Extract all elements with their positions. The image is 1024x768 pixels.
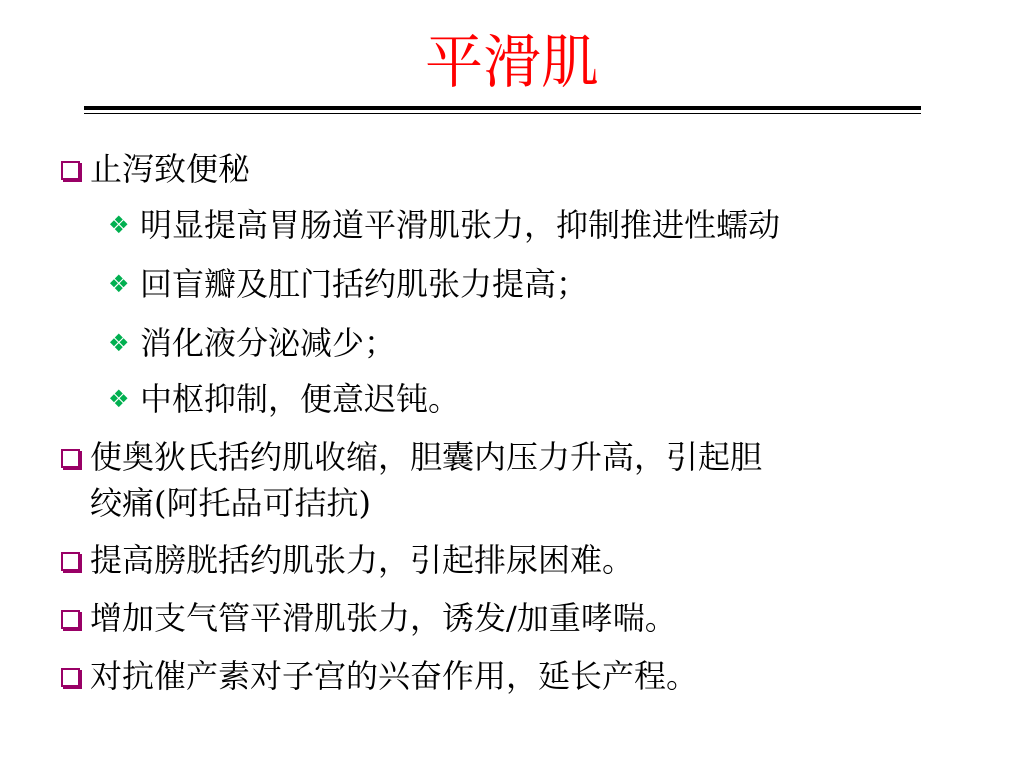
list-item-text: 消化液分泌减少； xyxy=(140,324,397,362)
list-item-text xyxy=(90,434,762,526)
list-item xyxy=(108,376,460,422)
slide-title: 平滑肌 xyxy=(424,28,599,96)
list-item xyxy=(58,595,677,641)
list-item xyxy=(58,653,698,699)
list-item xyxy=(108,261,588,307)
list-item-text: 明显提高胃肠道平滑肌张力，抑制推进性蠕动 xyxy=(140,206,781,244)
list-item-text: 对抗催产素对子宫的兴奋作用，延长产程。 xyxy=(90,657,699,695)
list-item-text: 中枢抑制，便意迟钝。 xyxy=(140,380,461,418)
list-item xyxy=(108,320,396,366)
hollow-square-icon xyxy=(58,434,84,480)
list-item-text-line2: 绞痛(阿托品可拮抗) xyxy=(90,484,371,522)
four-diamonds-icon: ❖ xyxy=(108,385,130,413)
list-item xyxy=(108,202,780,248)
four-diamonds-icon: ❖ xyxy=(108,211,130,239)
list-item xyxy=(58,434,762,526)
list-item-text: 增加支气管平滑肌张力，诱发/加重哮喘。 xyxy=(90,599,677,637)
hollow-square-icon xyxy=(58,537,84,583)
hollow-square-icon xyxy=(58,653,84,699)
list-item xyxy=(58,146,250,192)
list-item-text: 提高膀胱括约肌张力，引起排尿困难。 xyxy=(90,541,635,579)
hollow-square-icon xyxy=(58,595,84,641)
four-diamonds-icon: ❖ xyxy=(108,329,130,357)
hollow-square-icon xyxy=(58,146,84,192)
four-diamonds-icon: ❖ xyxy=(108,270,130,298)
list-item-text: 回盲瓣及肛门括约肌张力提高； xyxy=(140,265,589,303)
list-item-text-line1: 使奥狄氏括约肌收缩，胆囊内压力升高，引起胆 xyxy=(90,438,763,476)
list-item-text: 止泻致便秘 xyxy=(90,150,251,188)
list-item xyxy=(58,537,634,583)
